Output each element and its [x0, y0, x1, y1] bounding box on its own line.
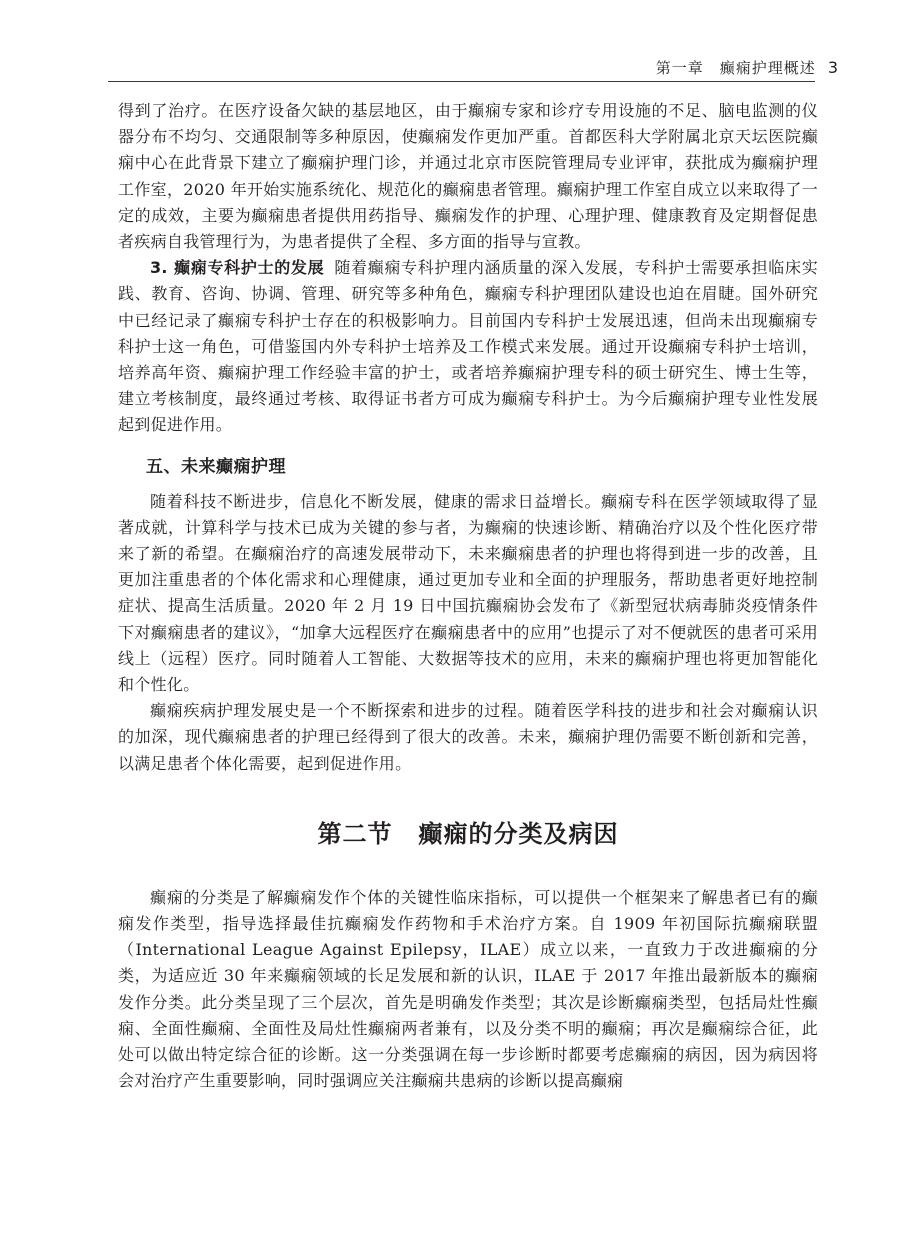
paragraph-continued: 得到了治疗。在医疗设备欠缺的基层地区，由于癫痫专家和诊疗专用设施的不足、脑电监测的仪器分布不均匀、交通限制等多种原因，使癫痫发作更加严重。首都医科大学附属北京天坛医院癫痫中心在此背景下建立了癫痫护理门诊，并通过北京市医院管理局专业评审，获批成为癫痫护理工作室，2020 年开始实施系统化、规范化的癫痫患者管理。癫痫护理工作室自成立以来取得了一定的成效，主要为癫痫患者提供用药指导、癫痫发作的护理、心理护理、健康教育及定期督促患者疾病自我管理行为，为患者提供了全程、多方面的指导与宣教。: [118, 101, 818, 252]
header-rule: [108, 81, 815, 82]
inline-heading-specialist-nurse: 3. 癫痫专科护士的发展: [150, 258, 325, 278]
paragraph-specialist-nurse: [118, 255, 818, 438]
section-title-text: 癫痫的分类及病因: [418, 819, 619, 848]
chapter-title: 第一章 癫痫护理概述: [655, 59, 816, 77]
running-header: [656, 57, 838, 78]
paragraph-classification: 癫痫的分类是了解癫痫发作个体的关键性临床指标，可以提供一个框架来了解患者已有的癫痫发作类型，指导选择最佳抗癫痫发作药物和手术治疗方案。自 1909 年初国际抗癫痫联盟（International League Against Epilepsy，ILAE）成立以来，一直致力于改进癫痫的分类，为适应近 30 年来癫痫领域的长足发展和新的认识，ILAE 于 2017 年推出最新版本的癫痫发作分类。此分类呈现了三个层次，首先是明确发作类型；其次是诊断癫痫类型，包括局灶性癫痫、全面性癫痫、全面性及局灶性癫痫两者兼有，以及分类不明的癫痫；再次是癫痫综合征，此处可以做出特定综合征的诊断。这一分类强调在每一步诊断时都要考虑癫痫的病因，因为病因将会对治疗产生重要影响，同时强调应关注癫痫共患病的诊断以提高癫痫: [118, 887, 818, 1091]
page-body: [118, 98, 818, 1095]
paragraph-specialist-nurse-body: 随着癫痫专科护理内涵质量的深入发展，专科护士需要承担临床实践、教育、咨询、协调、管理、研究等多种角色，癫痫专科护理团队建设也迫在眉睫。国外研究中已经记录了癫痫专科护士存在的积极影响力。目前国内专科护士发展迅速，但尚未出现癫痫专科护士这一角色，可借鉴国内外专科护士培养及工作模式来发展。通过开设癫痫专科护士培训，培养高年资、癫痫护理工作经验丰富的护士，或者培养癫痫护理专科的硕士研究生、博士生等，建立考核制度，最终通过考核、取得证书者方可成为癫痫专科护士。为今后癫痫护理专业性发展起到促进作用。: [118, 258, 818, 435]
page-number: 3: [827, 58, 838, 77]
section-heading-future-nursing: 五、未来癫痫护理: [146, 456, 286, 477]
paragraph-history-summary: 癫痫疾病护理发展史是一个不断探索和进步的过程。随着医学科技的进步和社会对癫痫认识的加深，现代癫痫患者的护理已经得到了很大的改善。未来，癫痫护理仍需要不断创新和完善，以满足患者个体化需要，起到促进作用。: [118, 701, 818, 773]
section-title: [118, 817, 818, 851]
paragraph-future-nursing: 随着科技不断进步，信息化不断发展，健康的需求日益增长。癫痫专科在医学领域取得了显著成就，计算科学与技术已成为关键的参与者，为癫痫的快速诊断、精确治疗以及个性化医疗带来了新的希望。在癫痫治疗的高速发展带动下，未来癫痫患者的护理也将得到进一步的改善，且更加注重患者的个体化需求和心理健康，通过更加专业和全面的护理服务，帮助患者更好地控制症状、提高生活质量。2020 年 2 月 19 日中国抗癫痫协会发布了《新型冠状病毒肺炎疫情条件下对癫痫患者的建议》，“加拿大远程医疗在癫痫患者中的应用”也提示了对不便就医的患者可采用线上（远程）医疗。同时随着人工智能、大数据等技术的应用，未来的癫痫护理也将更加智能化和个性化。: [118, 491, 818, 695]
section-number: 第二节: [317, 819, 393, 848]
